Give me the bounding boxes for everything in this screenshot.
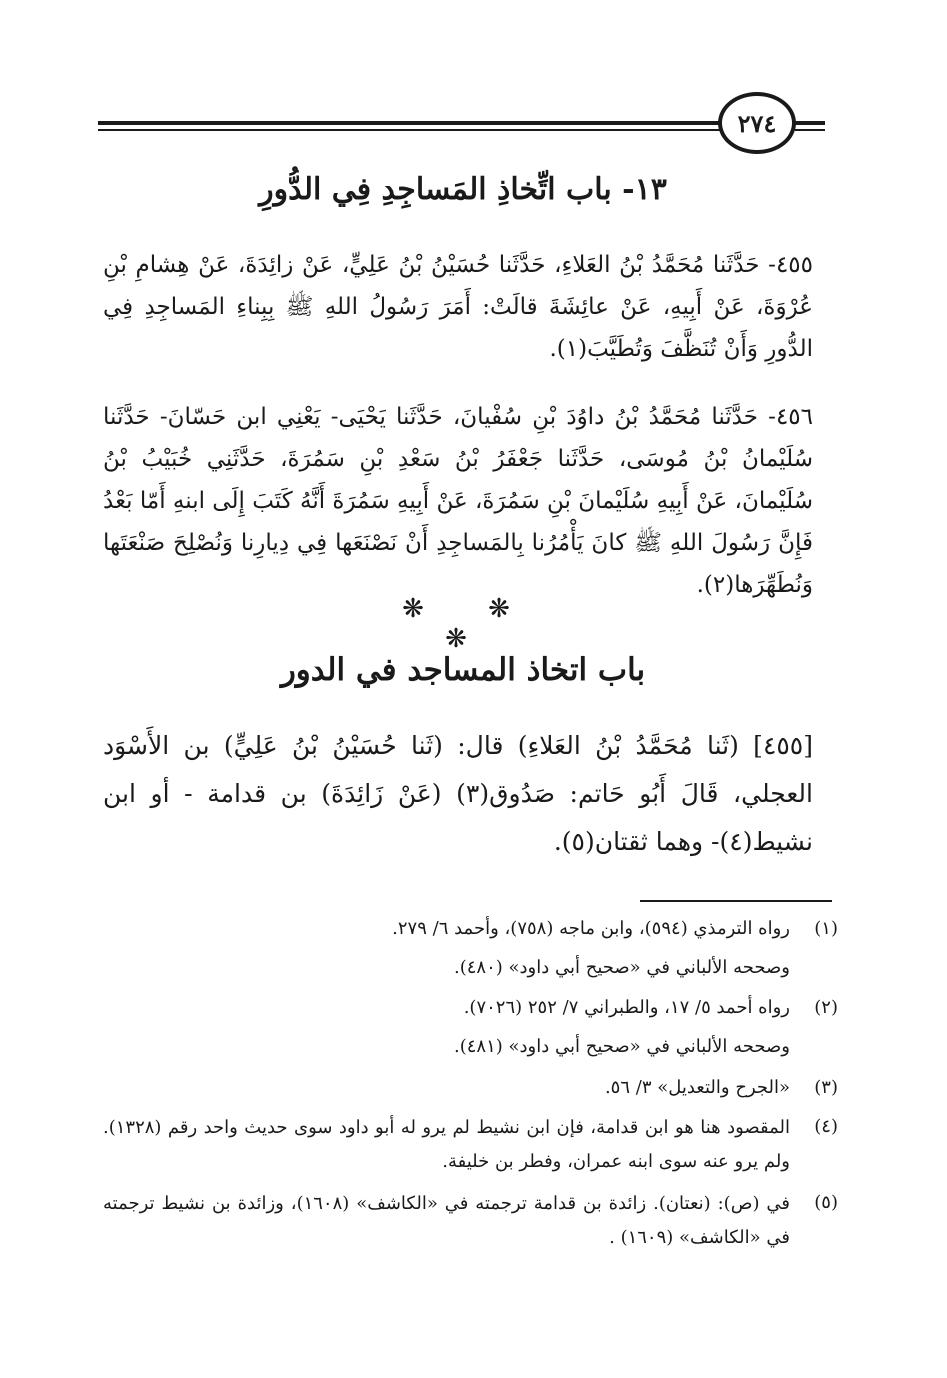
footnote-number: (٥) [814,1192,838,1213]
page-number: ٢٧٤ [718,92,796,154]
footnote-text: رواه أحمد ٥/ ١٧، والطبراني ٧/ ٢٥٢ (٧٠٢٦). [463,997,790,1018]
commentary-text: [٤٥٥] (ثَنا مُحَمَّدُ بْنُ العَلاءِ) قال: (ثَنا حُسَيْنُ بْنُ عَلِيٍّ) بن الأَسْوَد العجلي، قَالَ أَبُو حَاتم: صَدُوق(٣) (عَنْ زَائِدَةَ) بن قدامة - أو ابن نشيط(٤)- وهما ثقتان(٥). [103,731,813,856]
footnote-1 [103,913,838,983]
footnote-subtext: وصححه الألباني في «صحيح أبي داود» (٤٨٠). [454,957,790,978]
header-rule [98,121,720,125]
footnote-3 [103,1072,838,1103]
footnote-divider [640,900,832,902]
header-rule [795,129,825,131]
footnote-number: (٢) [814,997,838,1018]
chapter-title: ١٣- باب اتِّخاذِ المَساجِدِ فِي الدُّورِ [259,172,667,207]
footnote-number: (٣) [814,1077,838,1098]
footnote-5 [103,1187,838,1255]
footnote-number: (٤) [814,1116,838,1137]
footnote-2 [103,992,838,1062]
footnote-4 [103,1111,838,1179]
footnote-text: «الجرح والتعديل» ٣/ ٥٦. [604,1077,790,1098]
footnote-text: المقصود هنا هو ابن قدامة، فإن ابن نشيط لم يرو له أبو داود سوى حديث واحد رقم (١٣٢٨). ولم يرو عنه سوى ابنه عمران، وفطر بن خليفة. [103,1117,790,1172]
footnote-subtext: وصححه الألباني في «صحيح أبي داود» (٤٨١). [454,1036,790,1057]
header-rule [795,121,825,125]
footnote-number: (١) [814,918,838,939]
hadith-456-text: ٤٥٦- حَدَّثَنا مُحَمَّدُ بْنُ داوُدَ بْنِ سُفْيانَ، حَدَّثَنا يَحْيَى- يَعْنِي ابن حَسّانَ- حَدَّثَنا سُلَيْمانُ بْنُ مُوسَى، حَدَّثَنا جَعْفَرُ بْنُ سَعْدِ بْنِ سَمُرَةَ، حَدَّثَنِي خُبَيْبُ بْنُ سُلَيْمانَ، عَنْ أَبِيهِ سُلَيْمانَ بْنِ سَمُرَةَ، عَنْ أَبِيهِ سَمُرَةَ أَنَّهُ كَتَبَ إِلَى ابنهِ أَمّا بَعْدُ فَإِنَّ رَسُولَ اللهِ ﷺ كانَ يَأْمُرُنا بِالمَساجِدِ أَنْ نَصْنَعَها فِي دِيارِنا وَنُصْلِحَ صَنْعَتَها وَنُطَهِّرَها(٢). [103,404,813,598]
hadith-455-text: ٤٥٥- حَدَّثَنا مُحَمَّدُ بْنُ العَلاءِ، حَدَّثَنا حُسَيْنُ بْنُ عَلِيٍّ، عَنْ زائِدَةَ، عَنْ هِشامِ بْنِ عُرْوَةَ، عَنْ أَبِيهِ، عَنْ عائِشَةَ قالَتْ: أَمَرَ رَسُولُ اللهِ ﷺ بِبِناءِ المَساجِدِ فِي الدُّورِ وَأَنْ تُنَظَّفَ وَتُطَيَّبَ(١). [103,252,813,362]
footnote-text: في (ص): (نعتان). زائدة بن قدامة ترجمته في «الكاشف» (١٦٠٨)، وزائدة بن نشيط ترجمته في «الكاشف» (١٦٠٩) . [103,1193,790,1248]
section-separator: ❋ ❋ ❋ [402,594,538,654]
header-rule [98,129,720,131]
commentary-title: باب اتخاذ المساجد في الدور [280,652,646,688]
footnote-text: رواه الترمذي (٥٩٤)، وابن ماجه (٧٥٨)، وأحمد ٦/ ٢٧٩. [392,918,790,939]
